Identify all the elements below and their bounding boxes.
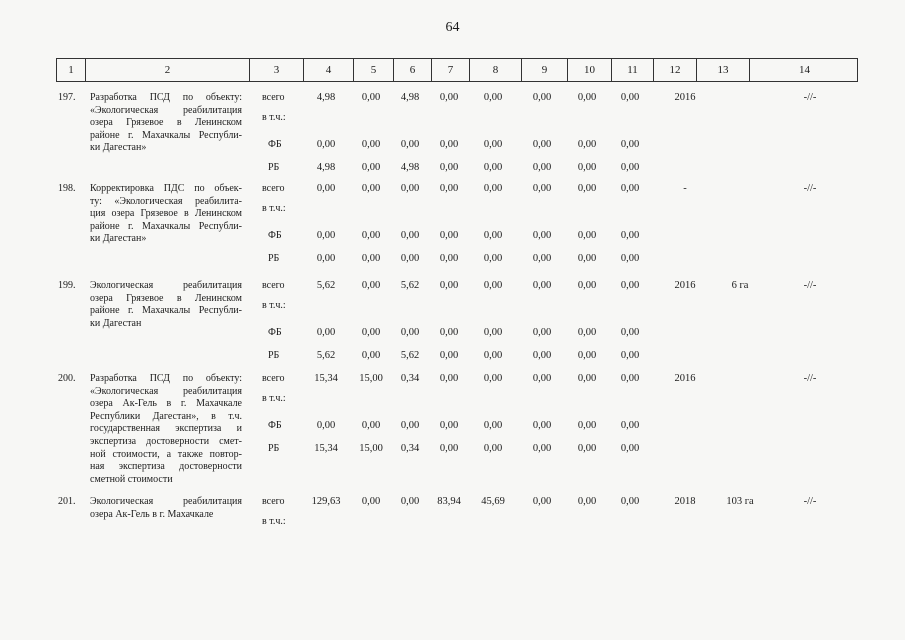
header-col-6: 6 — [393, 59, 431, 81]
total-value: 0,00 — [483, 183, 503, 194]
year-value: 2016 — [674, 373, 696, 384]
total-value: 0,00 — [532, 373, 552, 384]
row-number: 199. — [58, 280, 76, 291]
header-col-3: 3 — [249, 59, 303, 81]
total-value: 0,00 — [532, 183, 552, 194]
fb-value: 0,00 — [483, 327, 503, 338]
header-col-11: 11 — [611, 59, 653, 81]
total-value: 0,00 — [483, 92, 503, 103]
object-name-line: Корректировка ПДС по объек- — [90, 183, 242, 194]
total-value: 0,00 — [532, 92, 552, 103]
object-name — [90, 496, 242, 521]
rb-value: 0,00 — [439, 443, 459, 454]
total-value: 0,00 — [532, 496, 552, 507]
total-value: 0,00 — [577, 183, 597, 194]
rb-value: 5,62 — [316, 350, 336, 361]
rb-value: 0,00 — [532, 162, 552, 173]
fb-value: 0,00 — [532, 420, 552, 431]
rb-label: РБ — [268, 443, 280, 454]
note-value: -//- — [803, 496, 817, 507]
total-label: всего — [262, 373, 285, 384]
total-value: 0,00 — [620, 183, 640, 194]
object-name — [90, 183, 242, 246]
total-value: 15,34 — [314, 373, 338, 384]
header-col-1: 1 — [68, 64, 74, 76]
fb-value: 0,00 — [577, 327, 597, 338]
rb-value: 0,00 — [483, 162, 503, 173]
fb-value: 0,00 — [483, 139, 503, 150]
total-value: 0,00 — [620, 496, 640, 507]
total-label: всего — [262, 280, 285, 291]
fb-value: 0,00 — [316, 230, 336, 241]
total-value: 0,00 — [483, 373, 503, 384]
total-value: 0,00 — [361, 280, 381, 291]
rb-value: 0,00 — [577, 253, 597, 264]
fb-value: 0,00 — [483, 420, 503, 431]
note-value: -//- — [803, 92, 817, 103]
total-value: 5,62 — [316, 280, 336, 291]
total-value: 0,00 — [316, 183, 336, 194]
header-col-13: 13 — [696, 59, 749, 81]
fb-value: 0,00 — [577, 420, 597, 431]
object-name-line: озера Ак-Гель в г. Махачкале — [90, 398, 242, 410]
fb-value: 0,00 — [532, 327, 552, 338]
fb-value: 0,00 — [361, 230, 381, 241]
header-col-9: 9 — [521, 59, 567, 81]
rb-value: 0,00 — [577, 443, 597, 454]
object-name-line: ная экспертиза достоверности — [90, 461, 242, 473]
year-value: 2016 — [674, 280, 696, 291]
including-label: в т.ч.: — [262, 300, 286, 311]
object-name-line: Разработка ПСД по объекту: — [90, 373, 242, 384]
header-col-14: 14 — [749, 59, 859, 81]
row-number: 198. — [58, 183, 76, 194]
rb-value: 0,00 — [620, 350, 640, 361]
object-name-line: ки Дагестан» — [90, 142, 147, 154]
header-col-8: 8 — [469, 59, 521, 81]
rb-value: 0,00 — [316, 253, 336, 264]
including-label: в т.ч.: — [262, 112, 286, 123]
object-name-line: «Экологическая реабилитация — [90, 104, 242, 116]
rb-label: РБ — [268, 253, 280, 264]
fb-value: 0,00 — [400, 420, 420, 431]
object-name-line: «Экологическая реабилитация — [90, 385, 242, 397]
capacity-value: 103 га — [726, 496, 754, 507]
fb-value: 0,00 — [483, 230, 503, 241]
fb-value: 0,00 — [361, 420, 381, 431]
total-value: 0,00 — [361, 92, 381, 103]
rb-value: 0,00 — [483, 253, 503, 264]
header-col-2: 2 — [85, 59, 249, 81]
total-value: 0,00 — [620, 373, 640, 384]
header-col-10: 10 — [567, 59, 611, 81]
object-name-line: экспертиза достоверности смет- — [90, 435, 242, 447]
object-name-line: Республики Дагестан», в т.ч. — [90, 410, 242, 422]
total-value: 0,00 — [577, 280, 597, 291]
fb-value: 0,00 — [577, 139, 597, 150]
total-value: 83,94 — [437, 496, 461, 507]
year-value: 2016 — [674, 92, 696, 103]
object-name-line: государственная экспертиза и — [90, 423, 242, 435]
rb-value: 15,34 — [314, 443, 338, 454]
rb-value: 0,00 — [577, 350, 597, 361]
rb-label: РБ — [268, 162, 280, 173]
object-name-line: ки Дагестан» — [90, 233, 147, 245]
note-value: -//- — [803, 280, 817, 291]
rb-value: 0,00 — [439, 350, 459, 361]
object-name-line: районе г. Махачкалы Республи- — [90, 305, 242, 317]
object-name-line: ту: «Экологическая реабилита- — [90, 195, 242, 207]
fb-value: 0,00 — [620, 139, 640, 150]
fb-label: ФБ — [268, 327, 282, 338]
object-name-line: сметной стоимости — [90, 473, 173, 485]
fb-value: 0,00 — [439, 327, 459, 338]
fb-value: 0,00 — [620, 230, 640, 241]
object-name-line: озера Ак-Гель в г. Махачкале — [90, 508, 214, 520]
rb-value: 0,00 — [577, 162, 597, 173]
rb-value: 0,00 — [532, 253, 552, 264]
capacity-value: 6 га — [731, 280, 749, 291]
total-value: 4,98 — [316, 92, 336, 103]
fb-value: 0,00 — [316, 327, 336, 338]
object-name-line: районе г. Махачкалы Республи- — [90, 129, 242, 141]
rb-value: 0,00 — [439, 253, 459, 264]
total-value: 0,00 — [620, 280, 640, 291]
total-value: 0,00 — [439, 373, 459, 384]
total-value: 4,98 — [400, 92, 420, 103]
row-number: 201. — [58, 496, 76, 507]
rb-value: 0,00 — [361, 350, 381, 361]
rb-value: 5,62 — [400, 350, 420, 361]
including-label: в т.ч.: — [262, 203, 286, 214]
object-name — [90, 92, 242, 155]
fb-value: 0,00 — [620, 420, 640, 431]
object-name-line: ки Дагестан — [90, 317, 142, 329]
total-value: 0,34 — [400, 373, 420, 384]
fb-value: 0,00 — [532, 230, 552, 241]
note-value: -//- — [803, 373, 817, 384]
rb-value: 0,34 — [400, 443, 420, 454]
total-value: 45,69 — [481, 496, 505, 507]
year-value: - — [683, 183, 687, 194]
table-header — [56, 58, 858, 82]
header-col-12: 12 — [653, 59, 696, 81]
total-value: 0,00 — [400, 496, 420, 507]
total-value: 15,00 — [359, 373, 383, 384]
rb-value: 0,00 — [532, 350, 552, 361]
rb-value: 0,00 — [483, 350, 503, 361]
total-value: 0,00 — [577, 496, 597, 507]
rb-value: 15,00 — [359, 443, 383, 454]
fb-value: 0,00 — [532, 139, 552, 150]
header-col-5: 5 — [353, 59, 393, 81]
object-name-line: Экологическая реабилитация — [90, 496, 242, 507]
fb-value: 0,00 — [439, 420, 459, 431]
header-col-4: 4 — [303, 59, 353, 81]
object-name-line: озера Грязевое в Ленинском — [90, 117, 242, 129]
object-name-line: озера Грязевое в Ленинском — [90, 292, 242, 304]
total-value: 0,00 — [483, 280, 503, 291]
fb-value: 0,00 — [361, 327, 381, 338]
fb-value: 0,00 — [439, 230, 459, 241]
rb-label: РБ — [268, 350, 280, 361]
fb-value: 0,00 — [316, 139, 336, 150]
total-value: 0,00 — [439, 183, 459, 194]
rb-value: 0,00 — [620, 162, 640, 173]
rb-value: 0,00 — [532, 443, 552, 454]
fb-value: 0,00 — [400, 230, 420, 241]
fb-label: ФБ — [268, 139, 282, 150]
rb-value: 0,00 — [483, 443, 503, 454]
rb-value: 4,98 — [400, 162, 420, 173]
including-label: в т.ч.: — [262, 393, 286, 404]
rb-value: 0,00 — [361, 253, 381, 264]
total-value: 0,00 — [577, 373, 597, 384]
total-value: 129,63 — [311, 496, 341, 507]
including-label: в т.ч.: — [262, 516, 286, 527]
fb-label: ФБ — [268, 230, 282, 241]
object-name-line: Экологическая реабилитация — [90, 280, 242, 291]
rb-value: 4,98 — [316, 162, 336, 173]
total-value: 0,00 — [577, 92, 597, 103]
object-name-line: Разработка ПСД по объекту: — [90, 92, 242, 103]
total-value: 0,00 — [439, 280, 459, 291]
object-name-line: районе г. Махачкалы Республи- — [90, 220, 242, 232]
object-name — [90, 373, 242, 486]
year-value: 2018 — [674, 496, 696, 507]
fb-value: 0,00 — [316, 420, 336, 431]
total-value: 5,62 — [400, 280, 420, 291]
rb-value: 0,00 — [400, 253, 420, 264]
total-value: 0,00 — [532, 280, 552, 291]
total-value: 0,00 — [439, 92, 459, 103]
fb-label: ФБ — [268, 420, 282, 431]
fb-value: 0,00 — [577, 230, 597, 241]
object-name-line: ной стоимости, а также повтор- — [90, 448, 242, 460]
rb-value: 0,00 — [620, 443, 640, 454]
note-value: -//- — [803, 183, 817, 194]
rb-value: 0,00 — [620, 253, 640, 264]
total-label: всего — [262, 92, 285, 103]
total-label: всего — [262, 183, 285, 194]
fb-value: 0,00 — [620, 327, 640, 338]
total-label: всего — [262, 496, 285, 507]
fb-value: 0,00 — [439, 139, 459, 150]
total-value: 0,00 — [361, 183, 381, 194]
page-number: 64 — [445, 20, 460, 35]
object-name — [90, 280, 242, 330]
header-col-7: 7 — [431, 59, 469, 81]
row-number: 197. — [58, 92, 76, 103]
row-number: 200. — [58, 373, 76, 384]
object-name-line: ция озера Грязевое в Ленинском — [90, 208, 242, 220]
fb-value: 0,00 — [400, 139, 420, 150]
total-value: 0,00 — [400, 183, 420, 194]
rb-value: 0,00 — [361, 162, 381, 173]
fb-value: 0,00 — [400, 327, 420, 338]
total-value: 0,00 — [620, 92, 640, 103]
fb-value: 0,00 — [361, 139, 381, 150]
rb-value: 0,00 — [439, 162, 459, 173]
total-value: 0,00 — [361, 496, 381, 507]
